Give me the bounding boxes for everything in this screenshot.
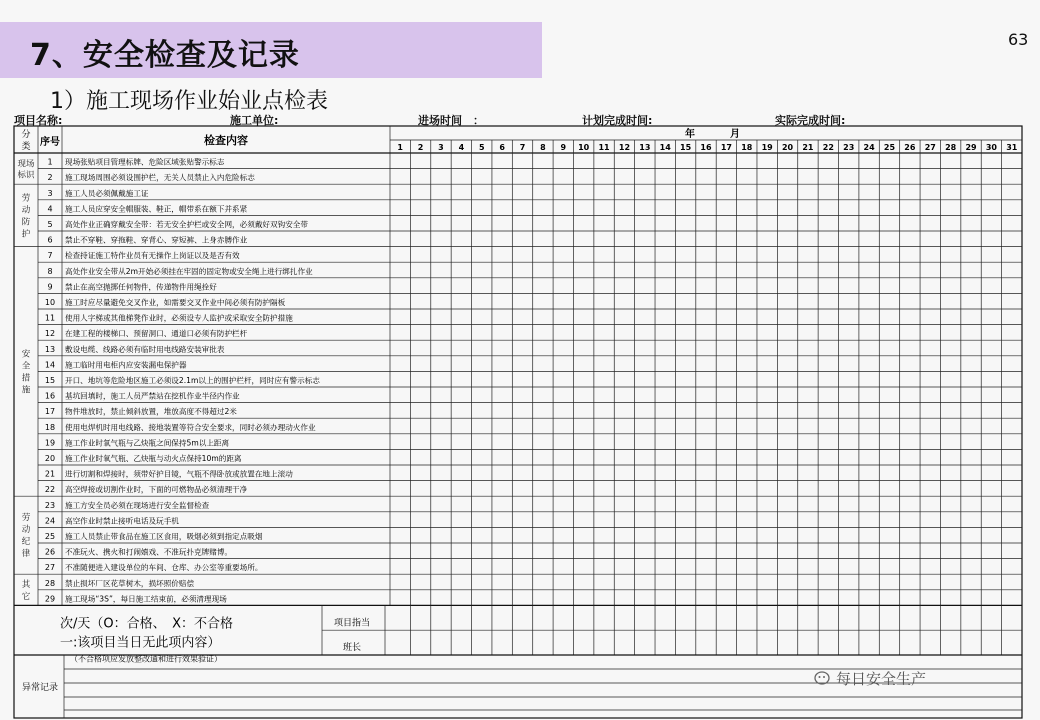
row-content: 使用人字梯或其他梯凳作业时，必须设专人监护或采取安全防护措施 (65, 313, 293, 323)
page-title: 7、安全检查及记录 (30, 38, 300, 73)
row-content: 禁止在高空抛掷任何物件，传递物件用绳拴好 (65, 282, 217, 292)
category-label: 现场标识 (17, 159, 35, 181)
row-content: 敷设电缆、线路必须有临时用电线路安装审批表 (65, 344, 225, 354)
row-number: 22 (44, 485, 56, 495)
day-header: 28 (945, 143, 957, 152)
row-content: 施工现场“3S”，每日施工结束前，必须清理现场 (65, 594, 227, 604)
category-label: 劳动防护 (21, 193, 31, 240)
day-header: 12 (618, 143, 631, 152)
row-number: 18 (44, 422, 56, 432)
row-content: 不准玩火、携火和打闹嬉戏、不准玩扑克牌赌博。 (65, 547, 233, 557)
row-number: 3 (47, 188, 53, 198)
wechat-icon (814, 670, 832, 686)
day-header: 1 (397, 143, 403, 152)
row-number: 25 (44, 532, 56, 541)
row-number: 13 (44, 344, 56, 354)
row-content: 高处作业正确穿戴安全带：若无安全护栏或安全网，必须戴好双钩安全带 (65, 220, 308, 229)
row-number: 29 (44, 594, 56, 604)
project-leader-label: 项目指当 (333, 618, 371, 629)
day-header: 20 (781, 143, 794, 152)
year-label: 年 (685, 129, 695, 140)
construction-unit-label: 施工单位: (230, 114, 279, 127)
legend-line-2: 一:该项目当日无此项内容） (60, 635, 221, 651)
watermark-text: 每日安全生产 (836, 670, 927, 688)
day-header: 18 (741, 143, 753, 152)
category-label: 其它 (21, 579, 31, 602)
row-content: 开口、地坑等危险地区施工必须设2.1m以上的围护栏杆，同时应有警示标志 (65, 376, 320, 385)
day-header: 7 (519, 143, 526, 152)
row-number: 9 (47, 282, 53, 292)
row-number: 5 (47, 220, 53, 229)
entry-time-label: 进场时间 ： (418, 114, 484, 127)
row-content: 高空作业时禁止接听电话及玩手机 (65, 516, 179, 526)
page-subtitle: 1）施工现场作业始业点检表 (50, 89, 328, 114)
day-header: 2 (417, 143, 424, 152)
day-header: 5 (478, 143, 485, 152)
row-number: 11 (44, 313, 56, 323)
legend-note: （不合格项应发放整改通和进行效果验证） (70, 654, 222, 664)
page-number: 63 (1008, 30, 1029, 49)
row-number: 7 (47, 251, 53, 261)
day-header: 24 (863, 143, 875, 152)
category-label: 安全措施 (21, 349, 31, 396)
day-header: 22 (822, 143, 834, 152)
row-content: 现场张贴项目管理标牌、危险区域张贴警示标志 (65, 157, 225, 167)
day-header: 13 (639, 143, 651, 152)
row-content: 高空焊接或切割作业时，下面的可燃物品必须清理干净 (65, 485, 248, 495)
row-content: 施工时应尽量避免交叉作业，如需要交叉作业中间必须有防护隔板 (65, 298, 286, 307)
day-header: 23 (843, 143, 855, 152)
row-number: 2 (47, 173, 53, 183)
row-content: 高处作业安全带从2m开始必须挂在牢固的固定物或安全绳上进行绑扎作业 (65, 266, 313, 276)
day-header: 10 (578, 143, 590, 152)
abnormal-record-label: 异常记录 (21, 683, 59, 693)
day-header: 31 (1006, 143, 1018, 152)
day-header: 16 (700, 143, 712, 152)
month-label: 月 (730, 129, 740, 140)
day-header: 25 (883, 143, 896, 152)
day-header: 26 (904, 143, 916, 152)
day-header: 9 (560, 143, 567, 152)
row-content: 使用电焊机时用电线路、接地装置等符合安全要求，同时必须办理动火作业 (65, 422, 316, 432)
planned-completion-label: 计划完成时间: (582, 114, 653, 127)
row-number: 20 (44, 454, 56, 463)
day-header: 29 (965, 143, 977, 152)
row-number: 19 (44, 438, 56, 448)
day-header: 30 (985, 143, 997, 152)
category-header: 分 (21, 130, 31, 140)
row-number: 28 (44, 578, 56, 588)
project-name-label: 项目名称: (14, 114, 63, 127)
actual-completion-label: 实际完成时间: (775, 114, 846, 127)
row-number: 12 (44, 329, 56, 339)
day-header: 3 (438, 143, 444, 152)
team-leader-label: 班长 (342, 643, 362, 654)
row-content: 施工方安全员必须在现场进行安全监督检查 (65, 500, 210, 510)
row-content: 施工临时用电柜内应安装漏电保护器 (65, 360, 187, 370)
row-number: 21 (44, 469, 56, 479)
category-header: 类 (21, 142, 31, 152)
row-content: 施工作业时氧气瓶、乙炔瓶与动火点保持10m的距离 (65, 454, 242, 463)
row-content: 施工人员必须佩戴施工证 (65, 188, 149, 198)
row-content: 禁止不穿鞋、穿拖鞋、穿背心、穿短裤、上身赤膊作业 (65, 235, 248, 245)
day-header: 21 (802, 143, 814, 152)
row-content: 检查持证施工特作业员有无操作上岗证以及是否有效 (65, 251, 240, 261)
row-content: 在建工程的楼梯口、预留洞口、通道口必须有防护栏杆 (65, 329, 248, 339)
row-number: 10 (44, 298, 56, 307)
row-number: 24 (44, 516, 56, 526)
row-number: 27 (44, 563, 56, 573)
row-content: 禁止损坏厂区花草树木，损坏照价赔偿 (65, 578, 195, 588)
day-header: 19 (761, 143, 773, 152)
day-header: 15 (680, 143, 692, 152)
legend-line-1: 次/天（O：合格、 X：不合格 (60, 616, 234, 632)
row-content: 基坑回填时，施工人员严禁站在挖机作业半径内作业 (65, 391, 240, 401)
day-header: 4 (458, 143, 465, 152)
row-content: 施工人员应穿安全帽服装、鞋正，帽带系在额下并系紧 (65, 204, 248, 214)
row-number: 17 (44, 407, 56, 417)
row-number: 8 (47, 266, 53, 276)
day-header: 6 (499, 143, 505, 152)
row-number: 4 (47, 204, 53, 214)
row-number: 15 (44, 376, 56, 385)
row-content: 不准随便进入建设单位的车间、仓库、办公室等重要场所。 (65, 563, 263, 573)
day-header: 11 (598, 143, 610, 152)
row-content: 进行切割和焊接时，须带好护目镜，气瓶不得卧放或放置在地上滚动 (65, 469, 293, 479)
row-content: 施工现场周围必须设围护栏，无关人员禁止入内危险标志 (65, 173, 255, 183)
row-number: 14 (44, 360, 56, 370)
row-content: 施工作业时氧气瓶与乙炔瓶之间保持5m以上距离 (65, 438, 230, 448)
row-number: 23 (44, 500, 56, 510)
row-number: 1 (47, 157, 53, 167)
day-header: 27 (924, 143, 936, 152)
row-content: 施工人员禁止带食品在施工区食用，吸烟必须到指定点吸烟 (65, 532, 263, 541)
day-header: 14 (659, 143, 671, 152)
row-number: 26 (44, 547, 56, 557)
day-header: 17 (720, 143, 732, 152)
row-content: 物件堆放时，禁止倾斜放置，堆放高度不得超过2米 (65, 407, 237, 417)
content-header: 检查内容 (204, 134, 248, 147)
day-header: 8 (540, 143, 546, 152)
row-number: 16 (44, 391, 56, 401)
row-number: 6 (47, 235, 53, 245)
no-header: 序号 (40, 137, 60, 148)
category-label: 劳动纪律 (21, 513, 31, 560)
